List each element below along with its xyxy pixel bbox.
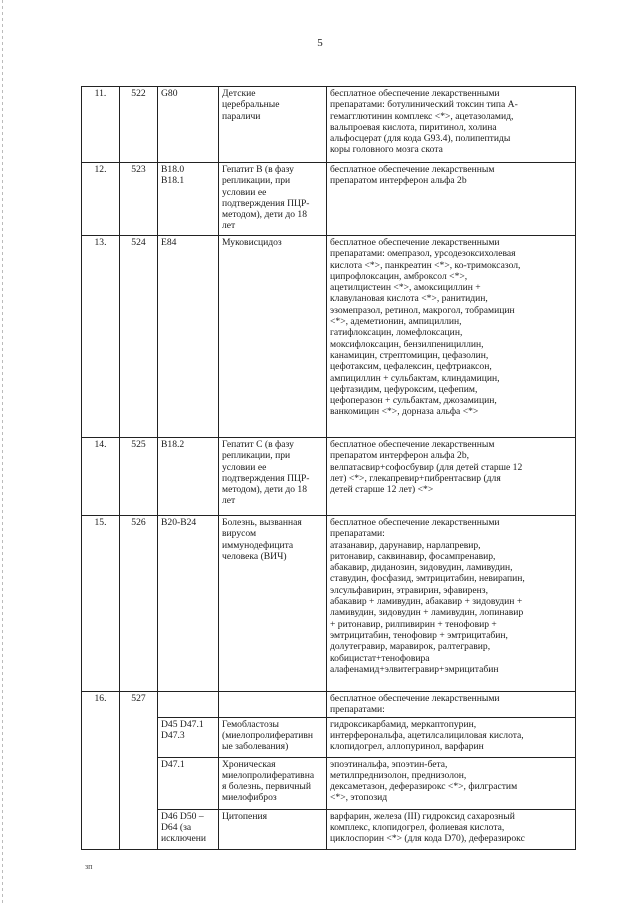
row-id: 524 xyxy=(120,236,158,438)
row-number: 11. xyxy=(82,87,120,163)
disease-name: Детские церебральные параличи xyxy=(219,87,327,163)
icd-code: B18.2 xyxy=(158,438,219,516)
disease-name: Муковисцидоз xyxy=(219,236,327,438)
treatment-text: бесплатное обеспечение лекарственными препаратами: ботулинический токсин типа А- гемагглютинин комплекс <*>, ацетазоламид, вальпроевая кислота, пиритинол, холина альфосцерат (для кода G93.4), полипептиды коры головного мозга скота xyxy=(327,87,576,163)
row-id: 523 xyxy=(120,163,158,236)
page-number: 5 xyxy=(317,37,323,49)
treatment-text: бесплатное обеспечение лекарственным препаратом интерферон альфа 2b, велпатасвир+софосбувир (для детей старше 12 лет) <*>, глекапревир+пибрентасвир (для детей старше 12 лет) <*> xyxy=(327,438,576,516)
disease-name: Гемобластозы (миелопролиферативн ые заболевания) xyxy=(219,717,327,757)
disease-name: Хроническая миелопролиферативна я болезнь, первичный миелофиброз xyxy=(219,757,327,809)
footer-mark: зп xyxy=(85,862,93,871)
row-number: 12. xyxy=(82,163,120,236)
treatment-text: варфарин, железа (III) гидроксид сахарозный комплекс, клопидогрел, фолиевая кислота, циклоспорин <*> (для кода D70), деферазирокс xyxy=(327,809,576,849)
icd-code-empty xyxy=(158,692,219,718)
row-number: 13. xyxy=(82,236,120,438)
table-row xyxy=(82,163,576,236)
table-row xyxy=(82,692,576,718)
row-number: 16. xyxy=(82,692,120,850)
row-number: 15. xyxy=(82,516,120,692)
treatment-text: бесплатное обеспечение лекарственными препаратами: атазанавир, дарунавир, нарлапревир, ритонавир, саквинавир, фосампренавир, абакавир, диданозин, зидовудин, ламивудин, ставудин, фосфазид, эмтрицитабин, невирапин, элсульфавирин, этравирин, эфавиренз, абакавир + ламивудин, абакавир + зидовудин + ламивудин, зидовудин + ламивудин, лопинавир + ритонавир, рилпивирин + тенофовир + эмтрицитабин, тенофовир + эмтрицитабин, долутегравир, маравирок, ралтегравир, кобицистат+тенофовира алафенамид+элвитегравир+эмрицитабин xyxy=(327,516,576,692)
row-number: 14. xyxy=(82,438,120,516)
icd-code: E84 xyxy=(158,236,219,438)
icd-code: B18.0 B18.1 xyxy=(158,163,219,236)
disease-name: Гепатит С (в фазу репликации, при условии ее подтверждения ПЦР- методом), дети до 18 лет xyxy=(219,438,327,516)
treatment-text: эпоэтинальфа, эпоэтин-бета, метилпреднизолон, преднизолон, дексаметазон, деферазирокс <*>, филграстим <*>, этопозид xyxy=(327,757,576,809)
row-id: 525 xyxy=(120,438,158,516)
row-id: 527 xyxy=(120,692,158,850)
icd-code: D47.1 xyxy=(158,757,219,809)
drug-provision-table xyxy=(81,86,576,850)
icd-code: G80 xyxy=(158,87,219,163)
table-row xyxy=(82,516,576,692)
table-row xyxy=(82,87,576,163)
treatment-header: бесплатное обеспечение лекарственными препаратами: xyxy=(327,692,576,718)
disease-name: Болезнь, вызванная вирусом иммунодефицита человека (ВИЧ) xyxy=(219,516,327,692)
table-row xyxy=(82,236,576,438)
icd-code: D46 D50 – D64 (за исключени xyxy=(158,809,219,849)
disease-name: Цитопения xyxy=(219,809,327,849)
treatment-text: бесплатное обеспечение лекарственным препаратом интерферон альфа 2b xyxy=(327,163,576,236)
disease-name: Гепатит В (в фазу репликации, при условии ее подтверждения ПЦР- методом), дети до 18 лет xyxy=(219,163,327,236)
disease-name-empty xyxy=(219,692,327,718)
row-id: 526 xyxy=(120,516,158,692)
treatment-text: гидроксикарбамид, меркаптопурин, интерферональфа, ацетилсалициловая кислота, клопидогрел, аллопуринол, варфарин xyxy=(327,717,576,757)
treatment-text: бесплатное обеспечение лекарственными препаратами: омепразол, урсодезоксихолевая кислота <*>, панкреатин <*>, ко-тримоксазол, ципрофлоксацин, амброксол <*>, ацетилцистеин <*>, амоксициллин + клавулановая кислота <*>, ранитидин, эзомепразол, ретинол, макрогол, тобрамицин <*>, адеметионин, ампициллин, гатифлоксацин, ломефлоксацин, моксифлоксацин, бензилпенициллин, канамицин, стрептомицин, цефазолин, цефотаксим, цефалексин, цефтриаксон, ампициллин + сульбактам, клиндамицин, цефтазидим, цефуроксим, цефепим, цефоперазон + сульбактам, джозамицин, ванкомицин <*>, дорназа альфа <*> xyxy=(327,236,576,438)
icd-code: D45 D47.1 D47.3 xyxy=(158,717,219,757)
icd-code: B20-B24 xyxy=(158,516,219,692)
table-row xyxy=(82,438,576,516)
row-id: 522 xyxy=(120,87,158,163)
scan-edge xyxy=(2,0,3,905)
